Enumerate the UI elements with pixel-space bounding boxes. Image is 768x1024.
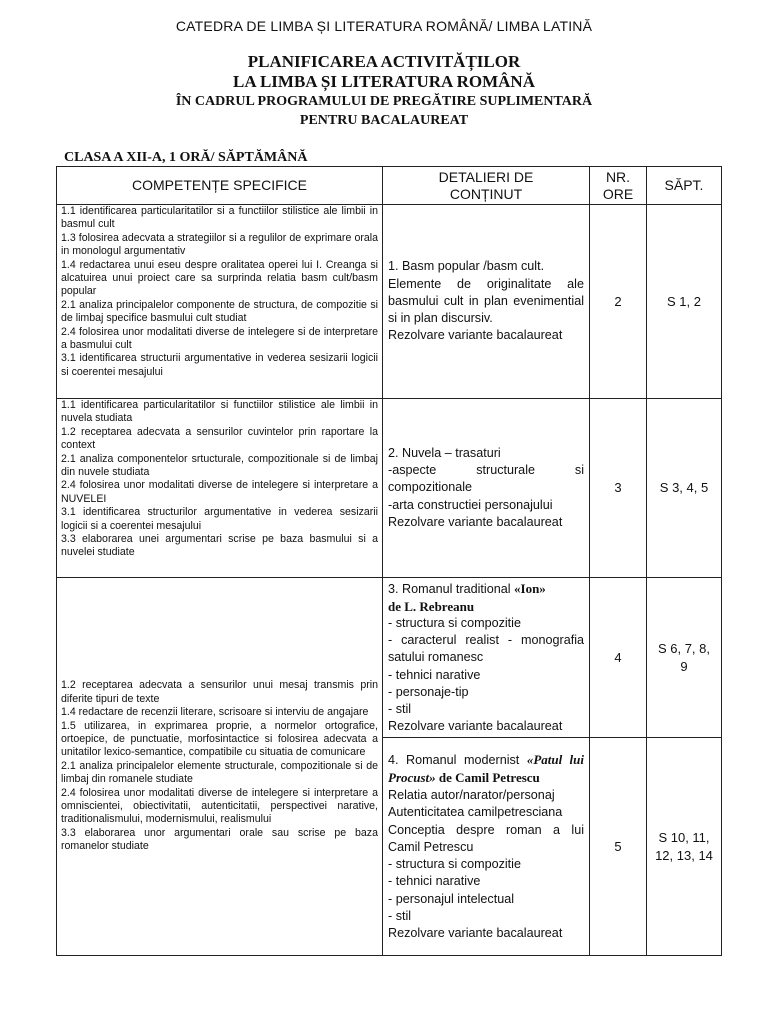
competente-cell (57, 399, 383, 578)
competenta-item: 1.4 redactarea unui eseu despre oralitatea operei lui I. Creanga si alcatuirea unui proiect care sa surprinda relatia basm cult/basm popular (61, 258, 378, 298)
title-line-4: PENTRU BACALAUREAT (299, 113, 469, 128)
document-title (0, 52, 768, 130)
detaliu-item: - stil (388, 908, 412, 923)
sapt-cell: S 10, 11, 12, 13, 14 (647, 738, 722, 956)
title-line-1: PLANIFICAREA ACTIVITĂȚILOR (247, 52, 521, 71)
competenta-item: 3.1 identificarea structurii argumentative in vederea sesizarii logicii si coerentei mesajului (61, 352, 378, 378)
department-heading: CATEDRA DE LIMBA ȘI LITERATURA ROMÂNĂ/ LIMBA LATINĂ (175, 18, 593, 34)
detalieri-cell (383, 205, 590, 399)
competenta-item: 1.3 folosirea adecvata a strategiilor si a regulilor de exprimare orala in monologul argumentativ (61, 231, 378, 258)
title-line-3: ÎN CADRUL PROGRAMULUI DE PREGĂTIRE SUPLIMENTARĂ (175, 94, 593, 109)
table-header-row (57, 167, 722, 205)
detaliu-item: - tehnici narative (388, 667, 481, 682)
header-detalieri (383, 167, 590, 205)
competenta-item: 1.1 identificarea particularitatilor si functiilor stilistice ale limbii in nuvela studiata (61, 399, 378, 425)
competenta-item: 1.1 identificarea particularitatilor si a functiilor stilistice ale limbii in basmul cult (61, 205, 378, 231)
sapt-cell: S 1, 2 (647, 205, 722, 399)
detaliu-item: -arta constructiei personajului (388, 497, 553, 512)
detaliu-item: Elemente de originalitate ale basmului cult in plan evenimential si in plan discursiv. (388, 276, 584, 326)
table-row (57, 578, 722, 738)
detaliu-item: - structura si compozitie (388, 857, 521, 872)
detaliu-item: Rezolvare variante bacalaureat (388, 719, 563, 734)
sapt-cell: S 6, 7, 8, 9 (647, 578, 722, 738)
header-competente: COMPETENȚE SPECIFICE (57, 167, 383, 205)
detaliu-item: Conceptia despre roman a lui Camil Petrescu (388, 822, 584, 854)
competenta-item: 1.2 receptarea adecvata a sensurilor unui mesaj transmis prin diferite tipuri de texte (61, 679, 378, 705)
header-detalieri-line1: DETALIERI DE (438, 168, 534, 185)
roman-author: de L. Rebreanu (388, 598, 475, 614)
roman-prefix: 4. Romanul modernist (388, 752, 527, 767)
roman-prefix: 3. Romanul traditional (388, 581, 515, 596)
planning-table (56, 166, 722, 956)
header-nr-ore (590, 167, 647, 205)
header-nr-line1: NR. (605, 168, 631, 185)
detaliu-item: - tehnici narative (388, 874, 481, 889)
competenta-item: 1.5 utilizarea, in exprimarea proprie, a normelor ortografice, ortoepice, de punctuatie, morfosintactice si folosirea adecvata a unitatilor lexico-semantice, compatibile cu situatia de comunicare (61, 719, 378, 759)
competenta-item: 2.1 analiza principalelor componente de structura, de compozitie si de limbaj specifice basmului cult studiat (61, 298, 378, 325)
detaliu-item: - personaje-tip (388, 684, 469, 699)
ore-cell: 4 (590, 578, 647, 738)
roman-work: «Ion» (514, 580, 546, 596)
title-line-2: LA LIMBA ȘI LITERATURA ROMÂNĂ (233, 72, 535, 91)
roman-author: de Camil Petrescu (435, 770, 540, 786)
competenta-item: 2.1 analiza componentelor srtucturale, compozitionale si de limbaj din nuvele studiata (61, 452, 378, 479)
ore-cell: 3 (590, 399, 647, 578)
detalieri-cell (383, 399, 590, 578)
detaliu-item: 2. Nuvela – trasaturi (388, 445, 501, 460)
detaliu-item: - personajul intelectual (388, 891, 515, 906)
detaliu-item: 1. Basm popular /basm cult. (388, 259, 545, 274)
detalieri-cell (383, 738, 590, 956)
competente-cell (57, 578, 383, 956)
detaliu-item: - stil (388, 702, 412, 716)
competenta-item: 2.1 analiza principalelor elemente structurale, compozitionale si de limbaj din romanele studiate (61, 759, 378, 786)
detaliu-item: Relatia autor/narator/personaj (388, 788, 555, 803)
detalieri-cell (383, 578, 590, 738)
competenta-item: 2.4 folosirea unor modalitati diverse de intelegere si de interpretare a basmului cult (61, 325, 378, 352)
detaliu-item: -aspecte structurale si compozitionale (388, 463, 584, 495)
header-sapt: SĂPT. (647, 167, 722, 205)
roman-title (388, 751, 584, 787)
header-nr-line2: ORE (602, 185, 634, 202)
detaliu-item: Rezolvare variante bacalaureat (388, 514, 563, 529)
competenta-item: 3.3 elaborarea unor argumentari orale sau scrise pe baza romanelor studiate (61, 826, 378, 853)
table-row (57, 399, 722, 578)
detaliu-item: - caracterul realist - monografia satului romanesc (388, 633, 584, 665)
competenta-item: 1.2 receptarea adecvata a sensurilor cuvintelor prin raportare la context (61, 425, 378, 452)
competenta-item: 3.3 elaborarea unei argumentari scrise pe baza basmului si a nuvelei studiate (61, 533, 378, 559)
detaliu-item: Rezolvare variante bacalaureat (388, 925, 563, 940)
competente-cell (57, 205, 383, 399)
roman-title (388, 580, 584, 598)
competenta-item: 1.4 redactare de recenzii literare, scrisoare si interviu de angajare (61, 706, 369, 719)
ore-cell: 5 (590, 738, 647, 956)
competenta-item: 2.4 folosirea unor modalitati diverse de intelegere si interpretare a omniscientei, obiectivitatii, autenticitatii, perspectivei narative, traditionalismului, modernismului, realismului (61, 786, 378, 826)
ore-cell: 2 (590, 205, 647, 399)
header-detalieri-line2: CONȚINUT (449, 185, 523, 202)
detaliu-item: Autenticitatea camilpetresciana (388, 805, 563, 820)
detaliu-item: Rezolvare variante bacalaureat (388, 328, 563, 343)
sapt-cell: S 3, 4, 5 (647, 399, 722, 578)
class-info: CLASA A XII-A, 1 ORĂ/ SĂPTĂMÂNĂ (64, 150, 308, 165)
competenta-item: 2.4 folosirea unor modalitati diverse de intelegere si interpretare a NUVELEI (61, 479, 378, 505)
detaliu-item: - structura si compozitie (388, 615, 521, 630)
roman-work: «Patul lui Procust» (388, 751, 584, 786)
table-row (57, 205, 722, 399)
competenta-item: 3.1 identificarea structurilor argumentative in vederea sesizarii logicii si a coerentei mesajului (61, 506, 378, 532)
